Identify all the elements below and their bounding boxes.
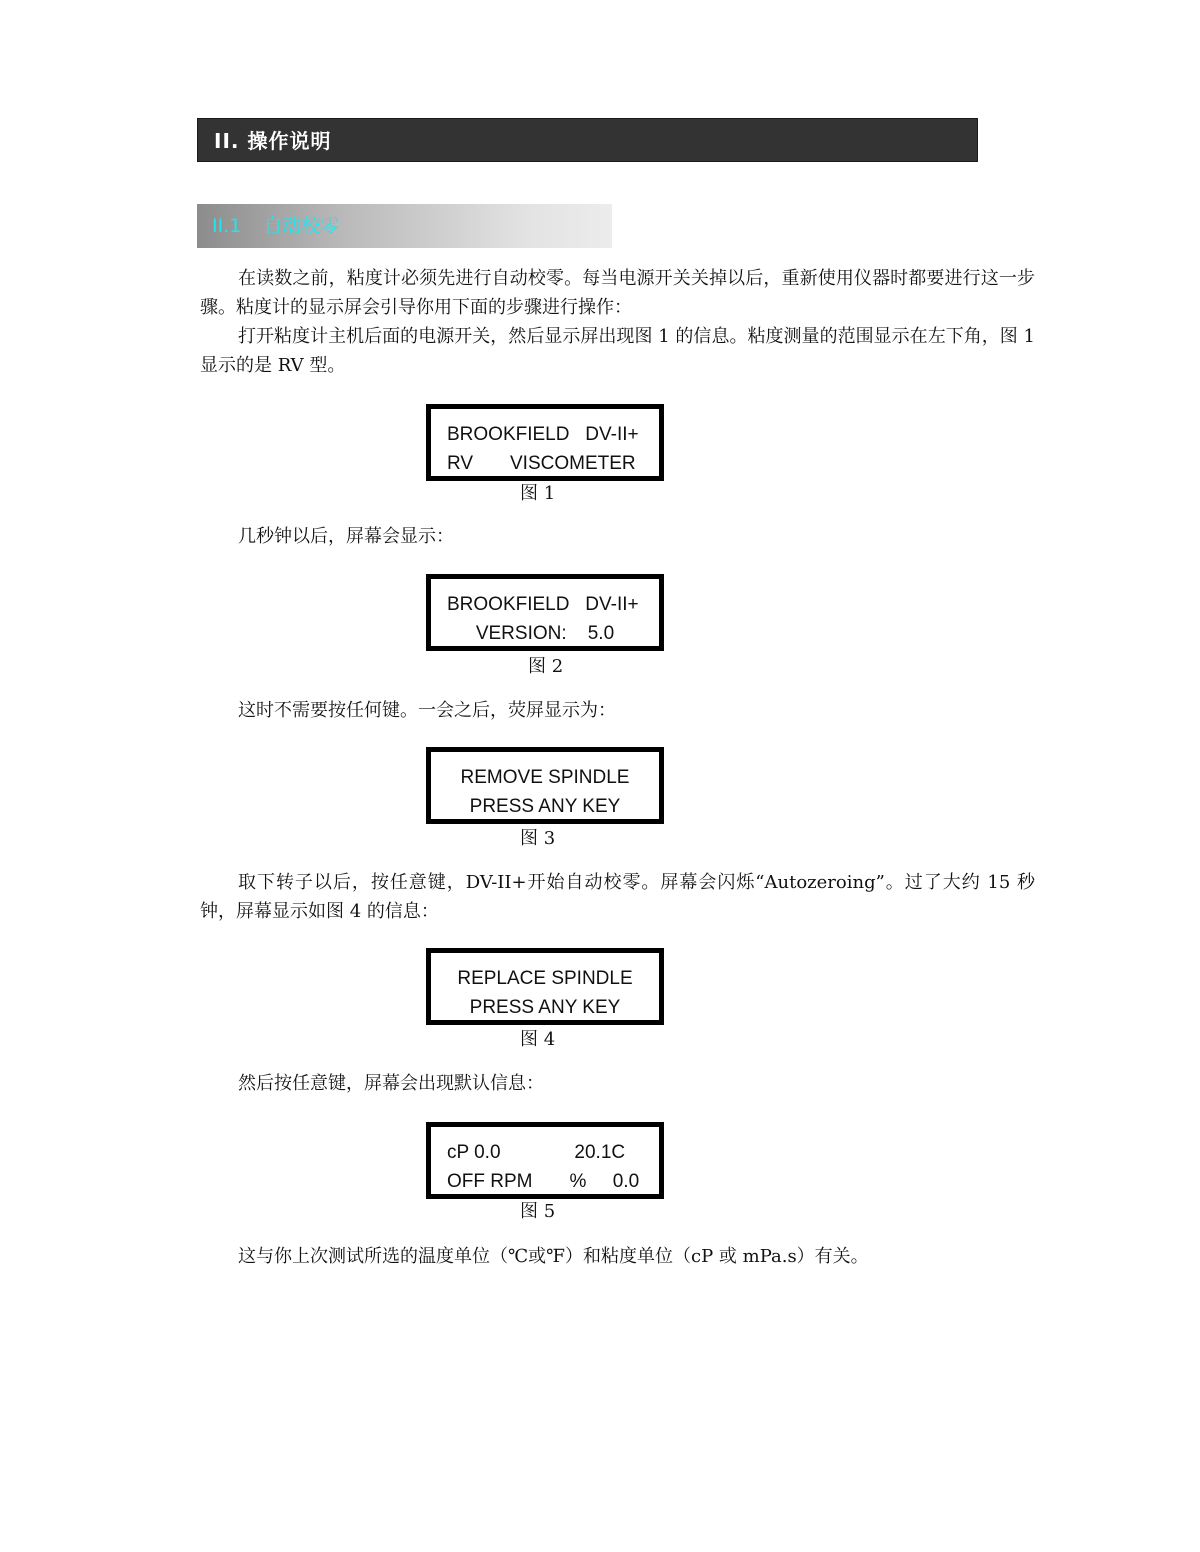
figure-caption-2: 图 2 [528, 656, 564, 677]
figure-caption-1: 图 1 [520, 483, 556, 504]
paragraph-units: 这与你上次测试所选的温度单位（℃或℉）和粘度单位（cP 或 mPa.s）有关。 [238, 1246, 869, 1267]
paragraph-press-key: 然后按任意键，屏幕会出现默认信息： [238, 1073, 544, 1094]
subsection-title: 自动校零 [263, 215, 340, 237]
lcd-display-fig4 [426, 948, 664, 1025]
lcd-line-2: VERSION: 5.0 [475, 623, 615, 644]
paragraph-seconds-later: 几秒钟以后，屏幕会显示： [238, 526, 454, 547]
section-heading: II. 操作说明 [197, 118, 978, 162]
paragraph-power-on: 打开粘度计主机后面的电源开关，然后显示屏出现图 1 的信息。粘度测量的范围显示在左下角，图 1 显示的是 RV 型。 [200, 326, 1035, 376]
lcd-line-2: RV VISCOMETER [447, 453, 636, 474]
figure-caption-4: 图 4 [520, 1029, 556, 1050]
paragraph-intro: 在读数之前，粘度计必须先进行自动校零。每当电源开关关掉以后，重新使用仪器时都要进行这一步骤。粘度计的显示屏会引导你用下面的步骤进行操作： [200, 268, 1035, 318]
subsection-number: II.1 [212, 215, 242, 237]
lcd-display-fig1 [426, 404, 664, 481]
lcd-display-fig3 [426, 747, 664, 824]
lcd-line-1: BROOKFIELD DV-II+ [447, 424, 639, 445]
lcd-display-fig5 [426, 1122, 664, 1199]
subsection-heading [197, 204, 612, 248]
figure-caption-3: 图 3 [520, 828, 556, 849]
lcd-line-2: OFF RPM % 0.0 [447, 1171, 640, 1192]
lcd-line-1: BROOKFIELD DV-II+ [447, 594, 639, 615]
lcd-line-1: cP 0.0 20.1C [447, 1142, 626, 1163]
lcd-display-fig2 [426, 574, 664, 651]
lcd-line-2: PRESS ANY KEY [469, 997, 621, 1018]
lcd-line-1: REMOVE SPINDLE [460, 767, 630, 788]
lcd-line-1: REPLACE SPINDLE [457, 968, 633, 989]
paragraph-no-key: 这时不需要按任何键。一会之后，荧屏显示为： [238, 700, 616, 721]
lcd-line-2: PRESS ANY KEY [469, 796, 621, 817]
figure-caption-5: 图 5 [520, 1201, 556, 1222]
paragraph-autozero: 取下转子以后，按任意键，DV-II+开始自动校零。屏幕会闪烁“Autozeroing”。过了大约 15 秒钟，屏幕显示如图 4 的信息： [200, 872, 1035, 922]
